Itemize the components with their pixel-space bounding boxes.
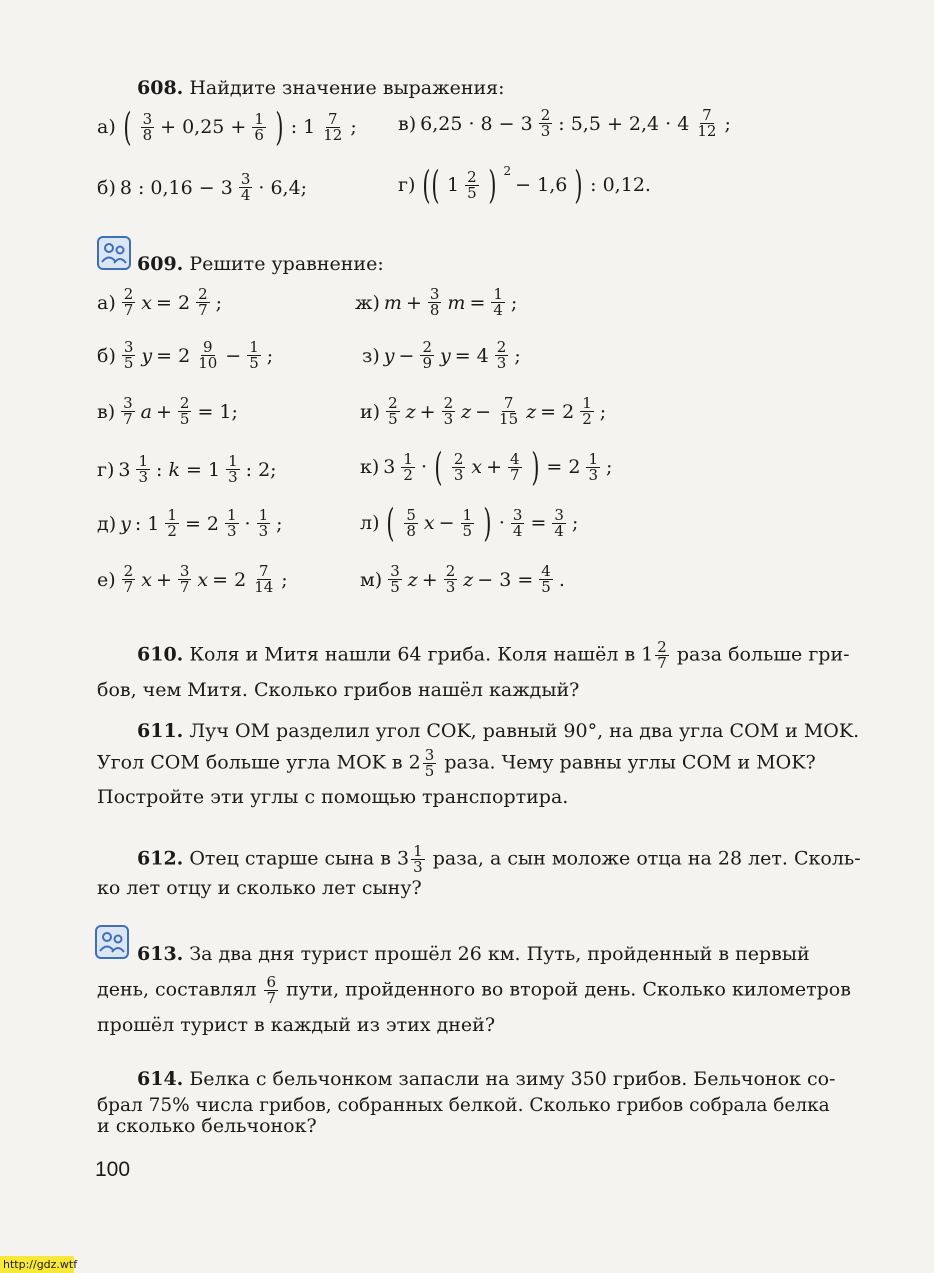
- eq-609-k: к) 3 $\frac{1}{2}$ · ( $\frac{2}{3}$ x + $\frac{4}{7}$ ) = 2 $\frac{1}{3}$ ;: [360, 445, 613, 489]
- eq-609-g: г) 3 $\frac{1}{3}$ : k = 1 $\frac{1}{3}$ : 2;: [97, 452, 277, 486]
- text-line: Белка с бельчонком запасли на зиму 350 грибов. Бельчонок со-: [189, 1068, 836, 1090]
- problem-612: 612. Отец старше сына в 3 $\frac{1}{3}$ раза, а сын моложе отца на 28 лет. Сколь-: [137, 842, 861, 876]
- problem-number: 612.: [137, 847, 184, 870]
- text-line: Отец старше сына в 3: [189, 847, 410, 870]
- text-line: раза. Чему равны углы COM и MOK?: [444, 751, 816, 774]
- problem-title: Решите уравнение:: [189, 253, 384, 275]
- problem-611-line2: Угол COM больше угла MOK в 2 $\frac{3}{5}$ раза. Чему равны углы COM и MOK?: [97, 746, 816, 780]
- label: б): [97, 344, 116, 367]
- expr-608-g: г) ( ( 1 $\frac{2}{5}$ ) 2 − 1,6 ) : 0,12.: [398, 163, 651, 207]
- problem-608-heading: [137, 74, 505, 102]
- text-line: раза больше гри-: [676, 643, 850, 666]
- watermark-link[interactable]: http://gdz.wtf: [0, 1256, 74, 1273]
- problem-614: [137, 1065, 835, 1093]
- problem-610-line2: бов, чем Митя. Сколько грибов нашёл каждый?: [97, 679, 580, 701]
- label: м): [360, 568, 383, 591]
- problem-title: Найдите значение выражения:: [189, 77, 505, 99]
- eq-609-b: б) $\frac{3}{5}$ y = 2 $\frac{9}{10}$ − $\frac{1}{5}$ ;: [97, 338, 274, 372]
- expr-608-b: б) 8 : 0,16 − 3 $\frac{3}{4}$ · 6,4;: [97, 170, 308, 204]
- problem-number: 608.: [137, 77, 184, 99]
- eq-609-l: л) ( $\frac{5}{8}$ x − $\frac{1}{5}$ ) · $\frac{3}{4}$ = $\frac{3}{4}$ ;: [360, 501, 579, 545]
- eq-609-i: и) $\frac{2}{5}$ z + $\frac{2}{3}$ z − $\frac{7}{15}$ z = 2 $\frac{1}{2}$ ;: [360, 394, 607, 428]
- label: а): [97, 291, 116, 314]
- expr-608-a: а) ( $\frac{3}{8}$ + 0,25 + $\frac{1}{6}$ ) : 1 $\frac{7}{12}$ ;: [97, 105, 357, 149]
- problem-611: [137, 717, 859, 745]
- pair-work-icon: [95, 925, 129, 959]
- text-line: раза, а сын моложе отца на 28 лет. Сколь-: [432, 847, 861, 870]
- expr-608-v: в) 6,25 · 8 − 3 $\frac{2}{3}$ : 5,5 + 2,4 · 4 $\frac{7}{12}$ ;: [398, 106, 731, 140]
- text-line: Угол COM больше угла MOK в 2: [97, 751, 421, 774]
- eq-609-m: м) $\frac{3}{5}$ z + $\frac{2}{3}$ z − 3 = $\frac{4}{5}$ .: [360, 562, 565, 596]
- eq-609-e: е) $\frac{2}{7}$ x + $\frac{3}{7}$ x = 2 $\frac{7}{14}$ ;: [97, 562, 288, 596]
- problem-610: 610. Коля и Митя нашли 64 гриба. Коля нашёл в 1 $\frac{2}{7}$ раза больше гри-: [137, 638, 850, 672]
- text-line: день, составлял: [97, 978, 257, 1001]
- text-line: Коля и Митя нашли 64 гриба. Коля нашёл в 1: [189, 643, 654, 666]
- eq-609-d: д) y : 1 $\frac{1}{2}$ = 2 $\frac{1}{3}$ · $\frac{1}{3}$ ;: [97, 506, 283, 540]
- label: з): [362, 344, 380, 367]
- label: а): [97, 116, 116, 138]
- problem-614-line2: брал 75% числа грибов, собранных белкой. Сколько грибов собрала белка: [97, 1095, 830, 1116]
- text-line: пути, пройденного во второй день. Сколько километров: [286, 978, 851, 1001]
- page-number: 100: [95, 1158, 131, 1181]
- label: е): [97, 568, 116, 591]
- eq-609-v: в) $\frac{3}{7}$ a + $\frac{2}{5}$ = 1;: [97, 394, 238, 428]
- problem-number: 611.: [137, 720, 184, 742]
- eq-609-a: а) $\frac{2}{7}$ x = 2 $\frac{2}{7}$ ;: [97, 285, 223, 319]
- problem-609-heading: [137, 250, 384, 278]
- label: в): [97, 400, 116, 423]
- eq-609-z: з) y − $\frac{2}{9}$ y = 4 $\frac{2}{3}$ ;: [362, 338, 521, 372]
- problem-number: 613.: [137, 943, 184, 965]
- label: л): [360, 512, 380, 534]
- text-line: За два дня турист прошёл 26 км. Путь, пройденный в первый: [189, 943, 810, 965]
- problem-number: 609.: [137, 253, 184, 275]
- label: в): [398, 112, 417, 135]
- problem-613-line2: день, составлял $\frac{6}{7}$ пути, пройденного во второй день. Сколько километров: [97, 973, 851, 1007]
- text-line: Луч OM разделил угол COK, равный 90°, на два угла COM и MOK.: [189, 720, 860, 742]
- label: и): [360, 400, 381, 423]
- problem-613: [137, 940, 810, 968]
- label: к): [360, 456, 380, 478]
- label: б): [97, 176, 116, 199]
- problem-611-line3: Постройте эти углы с помощью транспортира.: [97, 786, 569, 808]
- problem-number: 614.: [137, 1068, 184, 1090]
- problem-number: 610.: [137, 643, 184, 666]
- label: ж): [355, 291, 380, 314]
- label: г): [97, 458, 115, 481]
- pair-work-icon: [97, 236, 131, 270]
- label: г): [398, 174, 416, 196]
- eq-609-zh: ж) m + $\frac{3}{8}$ m = $\frac{1}{4}$ ;: [355, 285, 518, 319]
- problem-614-line3: и сколько бельчонок?: [97, 1115, 317, 1137]
- problem-612-line2: ко лет отцу и сколько лет сыну?: [97, 877, 422, 899]
- label: д): [97, 512, 117, 535]
- problem-613-line3: прошёл турист в каждый из этих дней?: [97, 1014, 496, 1036]
